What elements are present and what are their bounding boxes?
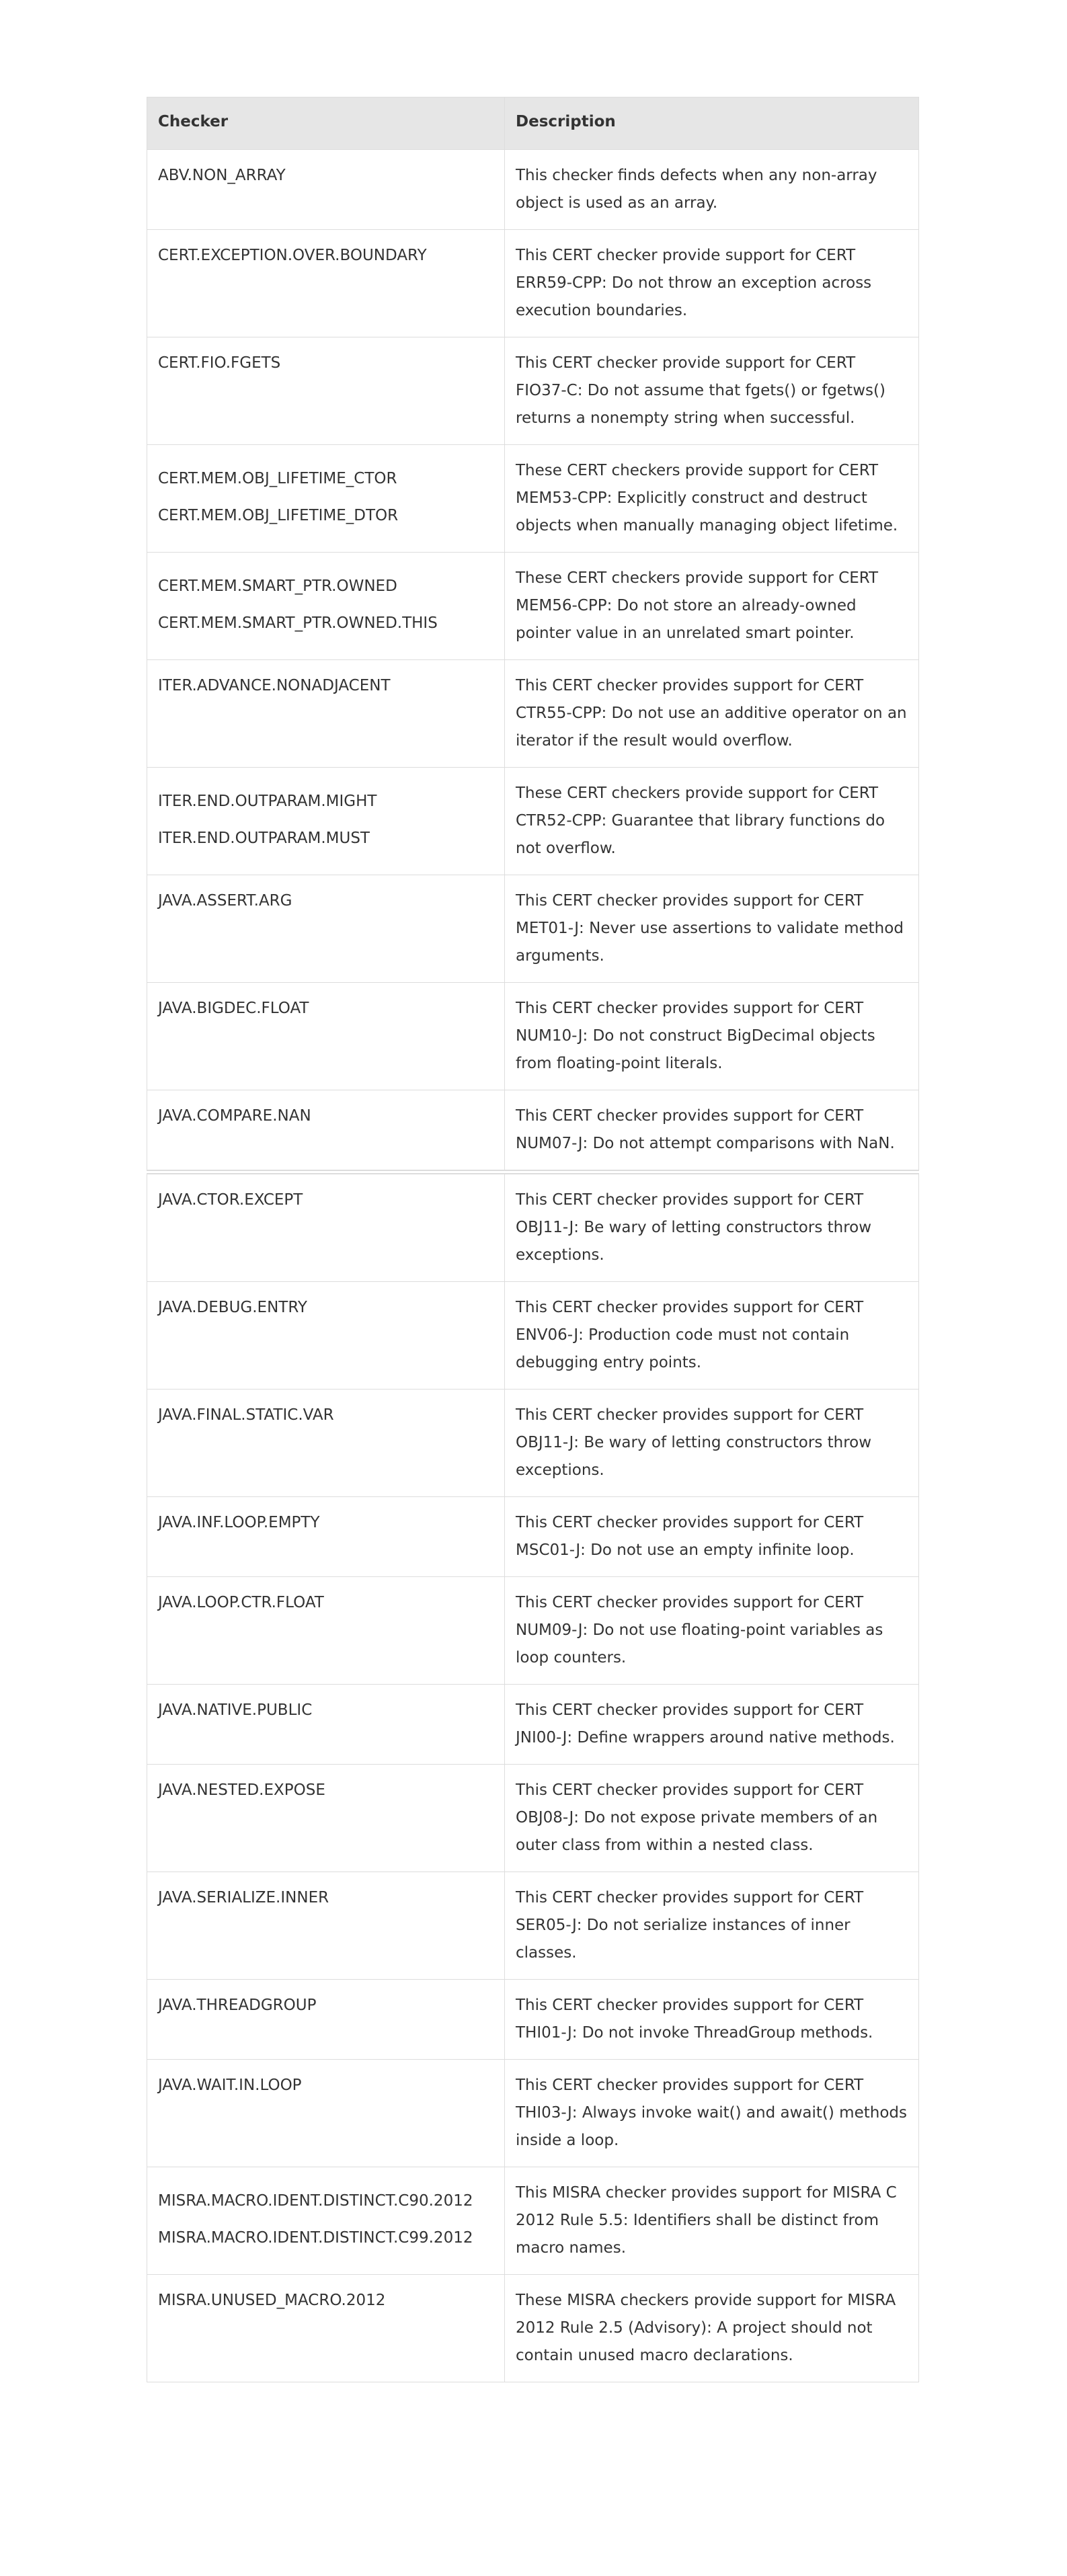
description-cell: This MISRA checker provides support for MISRA C 2012 Rule 5.5: Identifiers shall be distinct from macro names. [505, 2167, 919, 2275]
checker-cell [147, 2275, 505, 2382]
description-cell: This CERT checker provides support for CERT CTR55-CPP: Do not use an additive operator on an iterator if the result would overflow. [505, 660, 919, 768]
checker-cell [147, 660, 505, 768]
checker-name: JAVA.BIGDEC.FLOAT [158, 1000, 309, 1017]
checker-name: JAVA.WAIT.IN.LOOP [158, 2077, 302, 2094]
table-row [147, 1577, 919, 1685]
table-row [147, 2167, 919, 2275]
description-cell: This CERT checker provides support for CERT THI03-J: Always invoke wait() and await() methods inside a loop. [505, 2060, 919, 2167]
checker-table [147, 97, 919, 2382]
table-row [147, 1090, 919, 1172]
header-row [147, 97, 919, 150]
checker-cell [147, 1172, 505, 1282]
checker-cell [147, 230, 505, 337]
table-row [147, 1390, 919, 1497]
table-row [147, 1282, 919, 1390]
checker-name: ITER.END.OUTPARAM.MIGHT [158, 793, 377, 810]
description-cell: This CERT checker provides support for CERT THI01-J: Do not invoke ThreadGroup methods. [505, 1980, 919, 2060]
table-header [147, 97, 919, 150]
table-row [147, 337, 919, 445]
description-cell: These CERT checkers provide support for CERT CTR52-CPP: Guarantee that library functions do not overflow. [505, 768, 919, 875]
checker-name: ITER.ADVANCE.NONADJACENT [158, 677, 391, 694]
checker-cell [147, 1872, 505, 1980]
checker-cell [147, 2167, 505, 2275]
description-cell: This CERT checker provides support for CERT NUM09-J: Do not use floating-point variables as loop counters. [505, 1577, 919, 1685]
description-cell: This CERT checker provides support for CERT MSC01-J: Do not use an empty infinite loop. [505, 1497, 919, 1577]
checker-cell [147, 875, 505, 983]
checker-cell [147, 1390, 505, 1497]
description-cell: This checker finds defects when any non-array object is used as an array. [505, 150, 919, 230]
checker-name: CERT.FIO.FGETS [158, 354, 281, 372]
table-row [147, 1172, 919, 1282]
checker-cell [147, 1577, 505, 1685]
checker-name: ITER.END.OUTPARAM.MUST [158, 830, 370, 847]
description-cell: This CERT checker provide support for CERT ERR59-CPP: Do not throw an exception across execution boundaries. [505, 230, 919, 337]
checker-cell [147, 1282, 505, 1390]
checker-cell [147, 768, 505, 875]
checker-name: MISRA.MACRO.IDENT.DISTINCT.C99.2012 [158, 2229, 473, 2247]
checker-name: CERT.MEM.OBJ_LIFETIME_DTOR [158, 507, 399, 524]
checker-name: JAVA.ASSERT.ARG [158, 892, 292, 910]
header-checker: Checker [147, 97, 505, 150]
description-cell: This CERT checker provide support for CERT FIO37-C: Do not assume that fgets() or fgetws() returns a nonempty string when successful. [505, 337, 919, 445]
description-cell: This CERT checker provides support for CERT OBJ11-J: Be wary of letting constructors throw exceptions. [505, 1390, 919, 1497]
checker-cell [147, 2060, 505, 2167]
checker-name: JAVA.CTOR.EXCEPT [158, 1191, 303, 1209]
checker-name: JAVA.NESTED.EXPOSE [158, 1781, 325, 1799]
table-row [147, 1685, 919, 1765]
checker-name: ABV.NON_ARRAY [158, 167, 286, 184]
checker-name: JAVA.THREADGROUP [158, 1997, 317, 2014]
description-cell: These CERT checkers provide support for CERT MEM56-CPP: Do not store an already-owned pointer value in an unrelated smart pointer. [505, 553, 919, 660]
checker-name: CERT.MEM.OBJ_LIFETIME_CTOR [158, 470, 397, 487]
table-row [147, 1497, 919, 1577]
checker-name: JAVA.INF.LOOP.EMPTY [158, 1514, 320, 1531]
table-row [147, 875, 919, 983]
description-cell: This CERT checker provides support for CERT NUM10-J: Do not construct BigDecimal objects from floating-point literals. [505, 983, 919, 1090]
table-row [147, 660, 919, 768]
checker-name: JAVA.FINAL.STATIC.VAR [158, 1406, 334, 1424]
checker-cell [147, 983, 505, 1090]
checker-name: JAVA.DEBUG.ENTRY [158, 1299, 307, 1316]
checker-cell [147, 150, 505, 230]
table-row [147, 445, 919, 553]
description-cell: This CERT checker provides support for CERT ENV06-J: Production code must not contain debugging entry points. [505, 1282, 919, 1390]
description-cell: These MISRA checkers provide support for MISRA 2012 Rule 2.5 (Advisory): A project should not contain unused macro declarations. [505, 2275, 919, 2382]
table-body [147, 150, 919, 2382]
checker-cell [147, 1090, 505, 1172]
description-cell: This CERT checker provides support for CERT SER05-J: Do not serialize instances of inner classes. [505, 1872, 919, 1980]
checker-name: MISRA.UNUSED_MACRO.2012 [158, 2292, 386, 2309]
description-cell: This CERT checker provides support for CERT OBJ11-J: Be wary of letting constructors throw exceptions. [505, 1172, 919, 1282]
checker-name: CERT.EXCEPTION.OVER.BOUNDARY [158, 247, 427, 264]
checker-cell [147, 1685, 505, 1765]
table-row [147, 2060, 919, 2167]
table-row [147, 150, 919, 230]
checker-name: JAVA.NATIVE.PUBLIC [158, 1701, 313, 1719]
table-row [147, 768, 919, 875]
checker-name: JAVA.LOOP.CTR.FLOAT [158, 1594, 324, 1611]
description-cell: These CERT checkers provide support for CERT MEM53-CPP: Explicitly construct and destruct objects when manually managing object lifetime. [505, 445, 919, 553]
description-cell: This CERT checker provides support for CERT OBJ08-J: Do not expose private members of an outer class from within a nested class. [505, 1765, 919, 1872]
description-cell: This CERT checker provides support for CERT NUM07-J: Do not attempt comparisons with NaN. [505, 1090, 919, 1172]
checker-name: CERT.MEM.SMART_PTR.OWNED.THIS [158, 614, 438, 632]
table-row [147, 983, 919, 1090]
description-cell: This CERT checker provides support for CERT JNI00-J: Define wrappers around native methods. [505, 1685, 919, 1765]
table-row [147, 2275, 919, 2382]
table-row [147, 553, 919, 660]
checker-cell [147, 1765, 505, 1872]
table-row [147, 1765, 919, 1872]
checker-name: MISRA.MACRO.IDENT.DISTINCT.C90.2012 [158, 2192, 473, 2210]
checker-cell [147, 1497, 505, 1577]
checker-cell [147, 553, 505, 660]
checker-cell [147, 445, 505, 553]
checker-table-container [147, 97, 918, 2382]
checker-cell [147, 1980, 505, 2060]
checker-name: JAVA.SERIALIZE.INNER [158, 1889, 329, 1906]
table-row [147, 1980, 919, 2060]
header-description: Description [505, 97, 919, 150]
checker-name: JAVA.COMPARE.NAN [158, 1107, 311, 1125]
checker-name: CERT.MEM.SMART_PTR.OWNED [158, 577, 397, 595]
checker-cell [147, 337, 505, 445]
description-cell: This CERT checker provides support for CERT MET01-J: Never use assertions to validate method arguments. [505, 875, 919, 983]
table-row [147, 230, 919, 337]
table-row [147, 1872, 919, 1980]
